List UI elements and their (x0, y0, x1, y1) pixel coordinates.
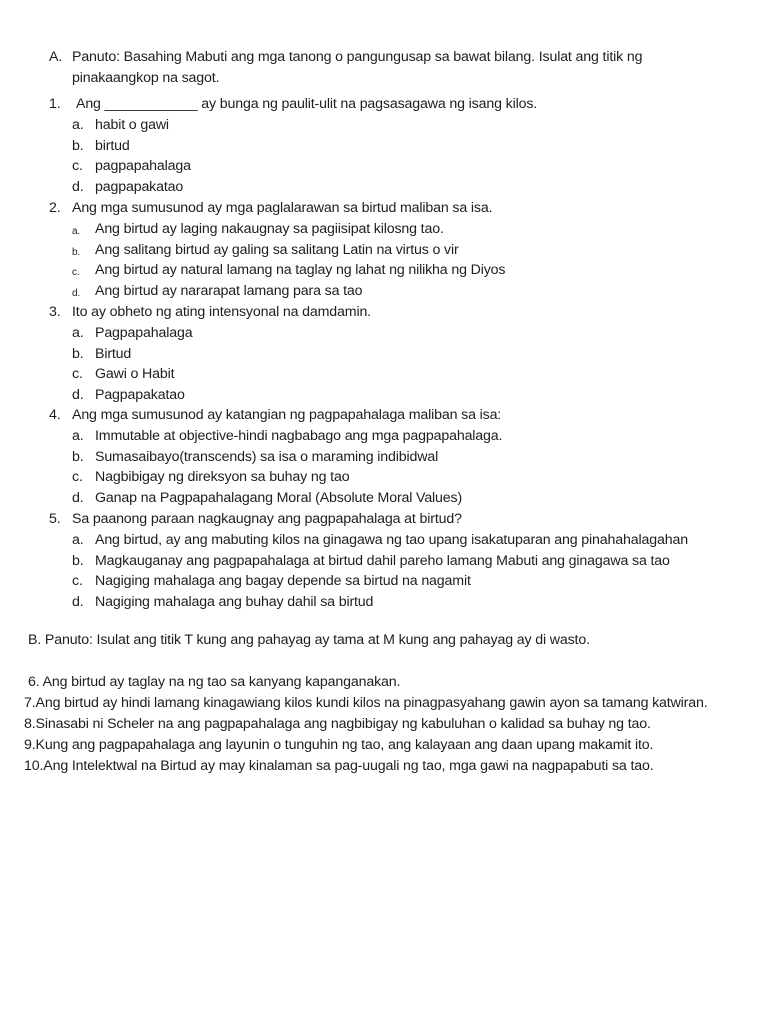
question-text: Ang mga sumusunod ay katangian ng pagpapahalaga maliban sa isa: (72, 407, 502, 423)
choice-text: Pagpapakatao (95, 387, 185, 404)
choice-text: Nagiging mahalaga ang bagay depende sa birtud na nagamit (95, 573, 471, 590)
true-false-item: 6. Ang birtud ay taglay na ng tao sa kanyang kapanganakan. (28, 674, 401, 690)
choice-text: Ang birtud ay nararapat lamang para sa tao (95, 283, 363, 300)
choice-letter: a. (72, 324, 84, 341)
question-number: 1. (49, 96, 61, 112)
choice-text: Pagpapahalaga (95, 324, 193, 341)
choice-text: Ang birtud, ay ang mabuting kilos na ginagawa ng tao upang isakatuparan ang pinahahalagahan (95, 531, 688, 548)
section-a-instruction-line1: Panuto: Basahing Mabuti ang mga tanong o pangungusap sa bawat bilang. Isulat ang titik ng (72, 49, 643, 65)
choice-letter: b. (72, 345, 84, 362)
choice-letter: b. (72, 137, 84, 154)
choice-text: Ganap na Pagpapahalagang Moral (Absolute Moral Values) (95, 490, 463, 507)
choice-letter: a. (72, 116, 84, 133)
choice-letter: c. (72, 469, 83, 486)
choice-text: Sumasaibayo(transcends) sa isa o maraming indibidwal (95, 448, 439, 465)
choice-letter: d. (72, 594, 84, 611)
choice-letter: c. (72, 366, 83, 383)
choice-text: Magkauganay ang pagpapahalaga at birtud dahil pareho lamang Mabuti ang ginagawa sa tao (95, 552, 670, 569)
question-text: Ito ay obheto ng ating intensyonal na damdamin. (72, 304, 371, 320)
choice-text: birtud (95, 137, 130, 154)
choice-letter: d. (72, 490, 84, 507)
question-text: Ang ____________ ay bunga ng paulit-ulit na pagsasagawa ng isang kilos. (76, 96, 538, 112)
choice-letter: c. (72, 158, 83, 175)
choice-letter: c. (72, 573, 83, 590)
choice-letter: b. (72, 246, 81, 258)
choice-letter: b. (72, 552, 84, 569)
section-b-instruction: B. Panuto: Isulat ang titik T kung ang pahayag ay tama at M kung ang pahayag ay di wasto. (28, 632, 590, 648)
choice-letter: d. (72, 179, 84, 196)
true-false-item: 7.Ang birtud ay hindi lamang kinagawiang kilos kundi kilos na pinagpasyahang gawin ayon sa tamang katwiran. (24, 695, 708, 711)
choice-text: Ang salitang birtud ay galing sa salitang Latin na virtus o vir (95, 241, 459, 258)
true-false-item: 8.Sinasabi ni Scheler na ang pagpapahalaga ang nagbibigay ng kabuluhan o kalidad sa buhay ng tao. (24, 716, 651, 732)
choice-text: pagpapahalaga (95, 158, 191, 175)
section-a-marker: A. (49, 49, 63, 65)
choice-text: Immutable at objective-hindi nagbabago ang mga pagpapahalaga. (95, 427, 503, 444)
question-text: Ang mga sumusunod ay mga paglalarawan sa birtud maliban sa isa. (72, 200, 493, 216)
choice-letter: b. (72, 448, 84, 465)
choice-text: Ang birtud ay natural lamang na taglay ng lahat ng nilikha ng Diyos (95, 262, 506, 279)
choice-text: Nagiging mahalaga ang buhay dahil sa birtud (95, 594, 374, 611)
question-text: Sa paanong paraan nagkaugnay ang pagpapahalaga at birtud? (72, 511, 462, 527)
true-false-item: 10.Ang Intelektwal na Birtud ay may kinalaman sa pag-uugali ng tao, mga gawi na nagpapabuti sa tao. (24, 758, 654, 774)
choice-letter: c. (72, 267, 80, 279)
choice-letter: d. (72, 387, 84, 404)
choice-letter: a. (72, 531, 84, 548)
choice-text: Ang birtud ay laging nakaugnay sa pagiisipat kilosng tao. (95, 220, 444, 237)
choice-text: Birtud (95, 345, 132, 362)
choice-text: Gawi o Habit (95, 366, 175, 383)
question-number: 2. (49, 200, 61, 216)
question-number: 4. (49, 407, 61, 423)
section-a-instruction-line2: pinakaangkop na sagot. (72, 70, 220, 86)
choice-letter: a. (72, 225, 81, 237)
true-false-item: 9.Kung ang pagpapahalaga ang layunin o tunguhin ng tao, ang kalayaan ang daan upang makamit ito. (24, 737, 654, 753)
choice-letter: a. (72, 427, 84, 444)
choice-text: Nagbibigay ng direksyon sa buhay ng tao (95, 469, 350, 486)
question-number: 3. (49, 304, 61, 320)
question-number: 5. (49, 511, 61, 527)
choice-letter: d. (72, 288, 81, 300)
choice-text: pagpapakatao (95, 179, 184, 196)
choice-text: habit o gawi (95, 116, 169, 133)
